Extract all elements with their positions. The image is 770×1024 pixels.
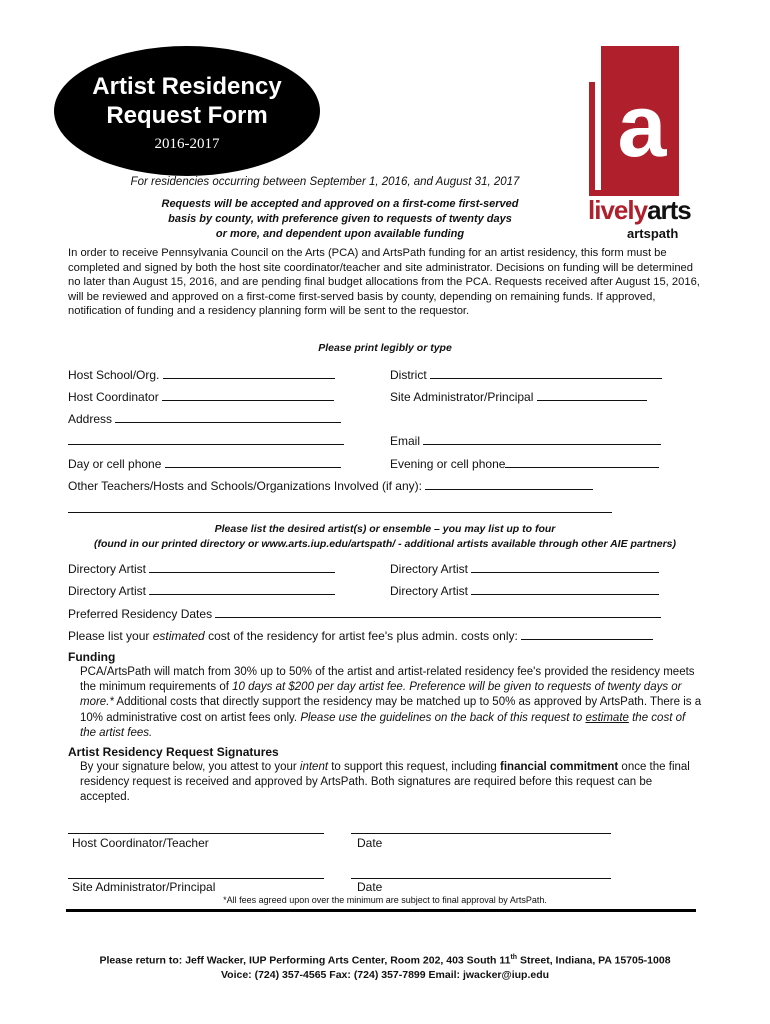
- evening-phone-line[interactable]: [505, 456, 659, 468]
- district-line[interactable]: [430, 367, 662, 379]
- preferred-dates-line[interactable]: [215, 606, 661, 618]
- funding-paragraph: PCA/ArtsPath will match from 30% up to 50% of the artist and artist-related residency fee's provided the residency meets the minimum requirements of 10 days at $200 per day artist fee. Preference will be given to requests of twenty days or more.* Additional costs that directly support the residency may be matched up to 50% as approved by ArtsPath. There is a 10% administrative cost on artist fees only. Please use the guidelines on the back of this request to estimate the cost of the artist fees.: [80, 666, 702, 739]
- logo-letter: a: [617, 76, 667, 175]
- email-field[interactable]: [390, 433, 661, 448]
- host-school-field[interactable]: [68, 367, 335, 382]
- host-school-label: Host School/Org.: [68, 368, 160, 382]
- first-come-notice: Requests will be accepted and approved on a first-come first-served basis by county, with preference given to requests of twenty days or more, and dependent upon available funding: [161, 198, 519, 240]
- day-phone-line[interactable]: [165, 456, 341, 468]
- directory-artist-line[interactable]: [471, 561, 659, 573]
- address-line-2[interactable]: [68, 433, 344, 448]
- other-teachers-line[interactable]: [425, 478, 593, 490]
- form-year: 2016-2017: [154, 136, 220, 152]
- admin-signature-line[interactable]: [68, 878, 324, 879]
- directory-artist-line[interactable]: [149, 561, 335, 573]
- district-field[interactable]: [390, 367, 662, 382]
- address-field[interactable]: [68, 411, 341, 426]
- residency-period: For residencies occurring between September 1, 2016, and August 31, 2017: [130, 176, 520, 188]
- divider-rule: [66, 909, 696, 912]
- admin-date-line[interactable]: [351, 878, 611, 879]
- directory-artist-2[interactable]: [390, 561, 659, 576]
- directory-artist-line[interactable]: [149, 583, 335, 595]
- host-signature-label: Host Coordinator/Teacher: [72, 836, 209, 850]
- intro-paragraph: In order to receive Pennsylvania Council on the Arts (PCA) and ArtsPath funding for an artist residency, this form must be completed and signed by both the host site coordinator/teacher and site administrator. Decisions on funding will be determined no later than August 15, 2016, and are pending final budget allocations from the PCA. Requests received after August 15, 2016, will be reviewed and approved on a first-come first-served basis by county, depending on remaining funds. If approved, notification of funding and a residency planning form will be sent to the requestor.: [68, 247, 700, 318]
- address-line-1[interactable]: [115, 411, 341, 423]
- directory-artist-1[interactable]: [68, 561, 335, 576]
- logo-wordmark: livelyarts: [588, 195, 691, 225]
- artists-instruction: Please list the desired artist(s) or ensemble – you may list up to four (found in our printed directory or www.arts.iup.edu/artspath/ - additional artists available through other AIE partners): [93, 523, 677, 550]
- estimated-cost-field[interactable]: Please list your estimated cost of the residency for artist fee's plus admin. costs only:: [68, 628, 653, 643]
- form-title: Artist Residency Request Form: [92, 73, 282, 129]
- email-label: Email: [390, 434, 421, 448]
- funding-heading: Funding: [68, 650, 116, 664]
- host-signature-line[interactable]: [68, 833, 324, 834]
- directory-artist-line[interactable]: [471, 583, 659, 595]
- host-coordinator-line[interactable]: [162, 389, 334, 401]
- day-phone-label: Day or cell phone: [68, 457, 162, 471]
- admin-signature-label: Site Administrator/Principal: [72, 880, 216, 894]
- site-admin-line[interactable]: [537, 389, 647, 401]
- fees-footnote: *All fees agreed upon over the minimum are subject to final approval by ArtsPath.: [223, 895, 547, 905]
- directory-artist-label: Directory Artist: [390, 584, 469, 598]
- day-phone-field[interactable]: [68, 456, 341, 471]
- host-coordinator-label: Host Coordinator: [68, 390, 159, 404]
- preferred-dates-field[interactable]: [68, 606, 661, 621]
- other-teachers-field[interactable]: [68, 478, 593, 493]
- host-school-line[interactable]: [163, 367, 335, 379]
- print-instruction: Please print legibly or type: [318, 342, 452, 354]
- estimated-cost-line[interactable]: [521, 628, 653, 640]
- host-date-line[interactable]: [351, 833, 611, 834]
- preferred-dates-label: Preferred Residency Dates: [68, 607, 213, 621]
- logo-subtitle: artspath: [627, 226, 679, 241]
- address-label: Address: [68, 412, 113, 426]
- site-admin-field[interactable]: [390, 389, 647, 404]
- host-date-label: Date: [357, 836, 383, 850]
- evening-phone-label: Evening or cell phone: [390, 457, 506, 471]
- signatures-heading: Artist Residency Request Signatures: [68, 745, 279, 759]
- directory-artist-label: Directory Artist: [68, 562, 147, 576]
- directory-artist-3[interactable]: [68, 583, 335, 598]
- directory-artist-label: Directory Artist: [390, 562, 469, 576]
- return-address: Please return to: Jeff Wacker, IUP Performing Arts Center, Room 202, 403 South 11th Street, Indiana, PA 15705-1008 Voice: (724) 357-4565 Fax: (724) 357-7899 Email: jwacker@iup.edu: [99, 954, 671, 981]
- signatures-paragraph: By your signature below, you attest to your intent to support this request, including financial commitment once the final residency request is received and approved by ArtsPath. Both signatures are required before this request can be accepted.: [80, 761, 690, 804]
- other-teachers-line-2[interactable]: [68, 501, 612, 516]
- admin-date-label: Date: [357, 880, 383, 894]
- site-admin-label: Site Administrator/Principal: [390, 390, 534, 404]
- directory-artist-4[interactable]: [390, 583, 659, 598]
- other-teachers-label: Other Teachers/Hosts and Schools/Organizations Involved (if any):: [68, 479, 422, 493]
- district-label: District: [390, 368, 427, 382]
- evening-phone-field[interactable]: [390, 456, 659, 471]
- email-line[interactable]: [423, 433, 661, 445]
- directory-artist-label: Directory Artist: [68, 584, 147, 598]
- host-coordinator-field[interactable]: [68, 389, 334, 404]
